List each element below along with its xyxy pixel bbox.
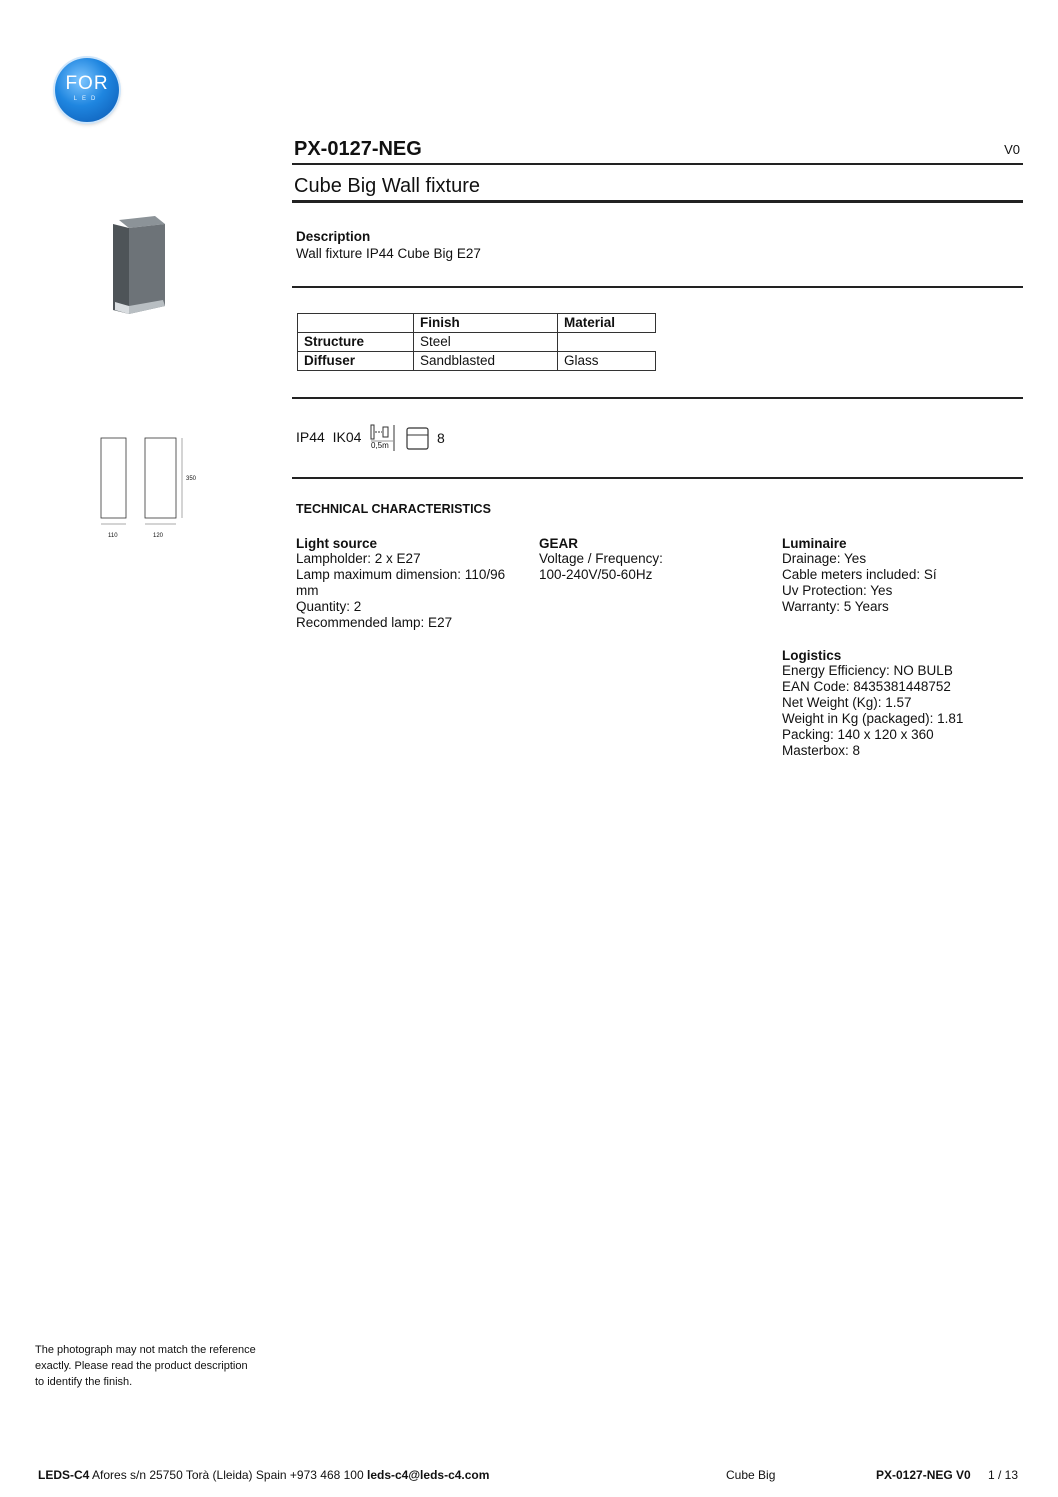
table-cell [298, 314, 414, 333]
ratings-row [296, 429, 361, 445]
spec-line: Quantity: 2 [296, 599, 362, 614]
spec-line: mm [296, 583, 319, 598]
ik-rating: IK04 [332, 429, 362, 445]
description-text: Wall fixture IP44 Cube Big E27 [296, 246, 481, 261]
material-cell [558, 333, 656, 352]
spec-line: Weight in Kg (packaged): 1.81 [782, 711, 964, 726]
finish-cell: Sandblasted [414, 352, 558, 371]
spec-line: Lamp maximum dimension: 110/96 [296, 567, 506, 582]
masterbox-count: 8 [437, 430, 445, 446]
height-dimension: 350 [186, 476, 197, 482]
width-dimension-1: 110 [108, 533, 118, 539]
spec-line: Masterbox: 8 [782, 743, 861, 758]
disclaimer-line: exactly. Please read the product description [35, 1360, 248, 1372]
spec-line: Voltage / Frequency: [539, 551, 663, 566]
spec-line: Cable meters included: Sí [782, 567, 937, 582]
spec-line: Energy Efficiency: NO BULB [782, 663, 953, 678]
table-row [298, 352, 656, 371]
ceiling-box-icon [406, 427, 430, 451]
column-header-material: Material [558, 314, 656, 333]
product-code: PX-0127-NEG [294, 138, 422, 160]
disclaimer-line: to identify the finish. [35, 1376, 133, 1388]
header-divider [292, 163, 1023, 165]
description-divider [292, 286, 1023, 288]
ip-rating: IP44 [296, 429, 325, 445]
spec-line: EAN Code: 8435381448752 [782, 679, 951, 694]
description-label: Description [296, 229, 371, 244]
row-label: Diffuser [298, 352, 414, 371]
column-header-finish: Finish [414, 314, 558, 333]
spec-line: Recommended lamp: E27 [296, 615, 453, 630]
footer-address-text: Afores s/n 25750 Torà (Lleida) Spain +973 468 100 [89, 1468, 367, 1482]
row-label: Structure [298, 333, 414, 352]
spec-line: Drainage: Yes [782, 551, 867, 566]
dimension-drawing [95, 432, 205, 542]
brand-logo-subtext: LED [73, 96, 101, 102]
light-source-label: Light source [296, 536, 378, 551]
table-header-row [298, 314, 656, 333]
materials-divider [292, 397, 1023, 399]
footer-product: Cube Big [726, 1468, 776, 1482]
width-dimension-2: 120 [153, 533, 164, 539]
product-title: Cube Big Wall fixture [294, 175, 480, 197]
page-number: 1 / 13 [988, 1468, 1019, 1482]
logistics-label: Logistics [782, 648, 842, 663]
material-cell: Glass [558, 352, 656, 371]
luminaire-section [782, 536, 1012, 615]
spec-line: Packing: 140 x 120 x 360 [782, 727, 934, 742]
spec-line: Warranty: 5 Years [782, 599, 889, 614]
spec-line: Lampholder: 2 x E27 [296, 551, 421, 566]
finish-cell: Steel [414, 333, 558, 352]
table-row [298, 333, 656, 352]
footer-code: PX-0127-NEG V0 [876, 1468, 971, 1482]
version-label: V0 [1004, 142, 1020, 157]
footer-address [38, 1468, 489, 1482]
footer-company: LEDS-C4 [38, 1468, 90, 1482]
luminaire-label: Luminaire [782, 536, 847, 551]
ratings-divider [292, 477, 1023, 479]
spec-line: 100-240V/50-60Hz [539, 567, 653, 582]
photo-disclaimer [35, 1342, 265, 1390]
spec-line: Uv Protection: Yes [782, 583, 893, 598]
title-divider [292, 200, 1023, 203]
light-source-section [296, 536, 526, 631]
materials-table [297, 313, 656, 371]
brand-logo-text: FOR [65, 73, 109, 94]
gear-section [539, 536, 769, 583]
logistics-section [782, 648, 1012, 759]
footer-email[interactable]: leds-c4@leds-c4.com [367, 1468, 490, 1482]
distance-label: 0,5m [371, 441, 389, 450]
spec-line: Net Weight (Kg): 1.57 [782, 695, 912, 710]
disclaimer-line: The photograph may not match the reference [35, 1344, 256, 1356]
technical-heading: TECHNICAL CHARACTERISTICS [296, 502, 491, 516]
gear-label: GEAR [539, 536, 579, 551]
product-photo [113, 214, 169, 314]
